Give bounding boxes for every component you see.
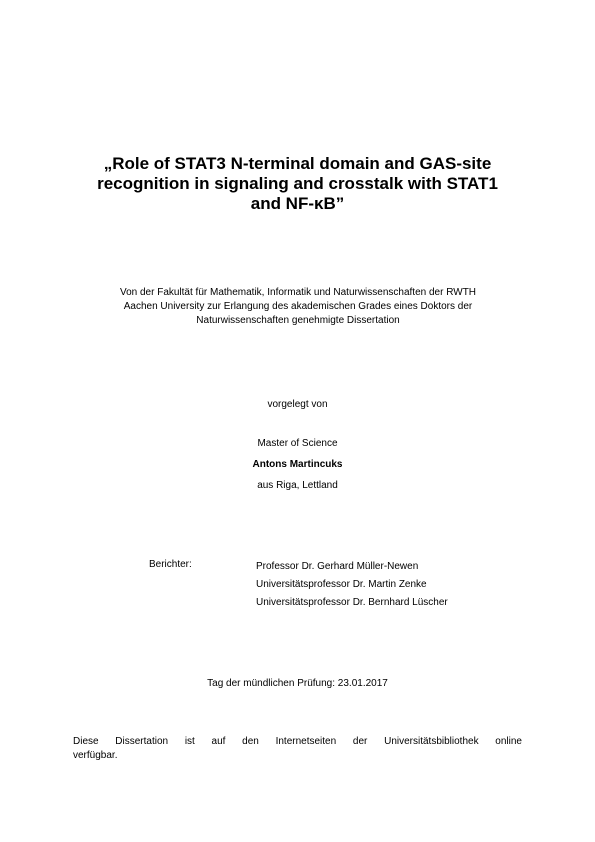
author-origin: aus Riga, Lettland: [257, 480, 338, 491]
faculty-line-1: Von der Fakultät für Mathematik, Informatik und Naturwissenschaften der RWTH: [119, 287, 477, 298]
author-degree: Master of Science: [257, 438, 338, 449]
title-line-1: „Role of STAT3 N-terminal domain and GAS-site: [103, 154, 492, 173]
exam-date: Tag der mündlichen Prüfung: 23.01.2017: [207, 678, 388, 689]
reviewer-2: Universitätsprofessor Dr. Martin Zenke: [256, 579, 427, 590]
faculty-line-2: Aachen University zur Erlangung des akademischen Grades eines Doktors der: [123, 301, 473, 312]
presented-by: vorgelegt von: [267, 399, 328, 410]
faculty-line-3: Naturwissenschaften genehmigte Dissertation: [196, 315, 400, 326]
title-line-3: and NF-κB”: [250, 194, 345, 213]
dissertation-title: [60, 154, 535, 214]
reviewers-list: [256, 558, 448, 612]
reviewers-label: Berichter:: [149, 559, 192, 570]
note-line-1: Diese Dissertation ist auf den Internetseiten der Universitätsbibliothek online: [73, 736, 522, 747]
reviewer-1: Professor Dr. Gerhard Müller-Newen: [256, 561, 419, 572]
reviewer-3: Universitätsprofessor Dr. Bernhard Lüscher: [256, 597, 448, 608]
title-line-2: recognition in signaling and crosstalk with STAT1: [97, 174, 498, 193]
author-name: Antons Martincuks: [252, 459, 343, 470]
note-line-2: verfügbar.: [73, 750, 118, 761]
faculty-statement: [64, 286, 532, 328]
availability-note: [73, 735, 522, 763]
